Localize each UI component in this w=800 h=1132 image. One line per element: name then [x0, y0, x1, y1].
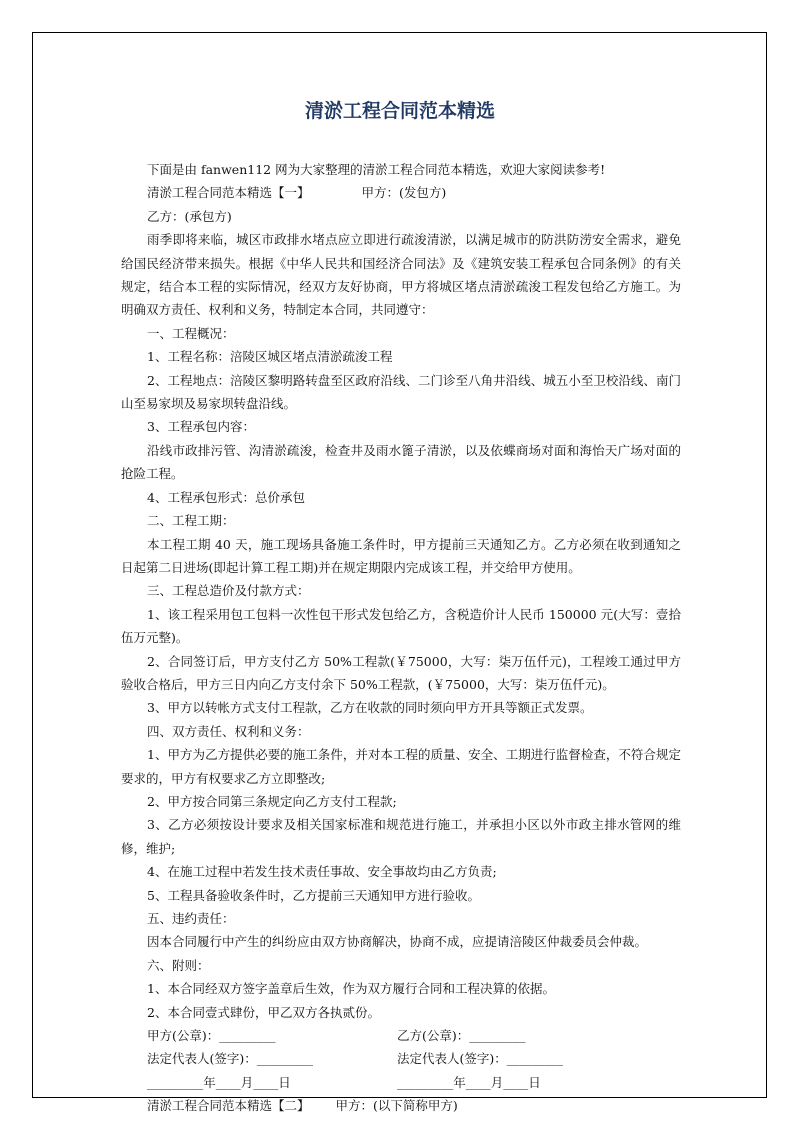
- party-b-label: 乙方：(承包方): [147, 208, 232, 224]
- document-body: [121, 158, 681, 1118]
- contract2-heading: 清淤工程合同范本精选【二】: [147, 1098, 310, 1114]
- clause-1-3: 3、工程承包内容：: [147, 419, 255, 435]
- clause-6-1: 1、本合同经双方签字盖章后生效，作为双方履行合同和工程决算的依据。: [147, 981, 555, 997]
- party-a-label: 甲方：(发包方): [361, 185, 447, 201]
- clause-3-2: 2、合同签订后，甲方支付乙方 50%工程款(￥75000，大写：柒万伍仟元)，工程竣工通过甲方验收合格后，甲方三日内向乙方支付余下 50%工程款，(￥75000，大写：柒万伍仟元)。: [121, 653, 681, 692]
- signature-seal-row: [121, 1024, 681, 1047]
- clause-3-1: 1、该工程采用包工包料一次性包干形式发包给乙方，含税造价计人民币 150000 元(大写：壹拾伍万元整)。: [121, 606, 681, 646]
- party-b-seal: 乙方(公章)：_________: [397, 1028, 526, 1044]
- section-2-heading: 二、工程工期：: [147, 513, 235, 529]
- contract1-heading: 清淤工程合同范本精选【一】: [147, 185, 310, 201]
- intro-paragraph: 下面是由 fanwen112 网为大家整理的清淤工程合同范本精选，欢迎大家阅读参考!: [147, 162, 606, 177]
- document-title: 清淤工程合同范本精选: [304, 100, 495, 122]
- clause-2-text: 本工程工期 40 天，施工现场具备施工条件时，甲方提前三天通知乙方。乙方必须在收到通知之日起第二日进场(即起计算工程工期)并在规定期限内完成该工程，并交给甲方使用。: [121, 536, 681, 575]
- clause-4-5: 5、工程具备验收条件时，乙方提前三天通知甲方进行验收。: [147, 887, 480, 903]
- clause-5-text: 因本合同履行中产生的纠纷应由双方协商解决，协商不成，应提请涪陵区仲裁委员会仲裁。: [147, 934, 648, 950]
- clause-4-4: 4、在施工过程中若发生技术责任事故、安全事故均由乙方负责;: [147, 864, 497, 880]
- section-4-heading: 四、双方责任、权利和义务：: [147, 723, 310, 739]
- clause-3-3: 3、甲方以转帐方式支付工程款，乙方在收款的同时须向甲方开具等额正式发票。: [147, 700, 593, 716]
- party-b-date: _________年____月____日: [397, 1074, 541, 1090]
- contract2-party-a: 甲方：(以下简称甲方): [335, 1098, 458, 1114]
- party-a-date: _________年____月____日: [147, 1074, 291, 1090]
- clause-1-4: 4、工程承包形式：总价承包: [147, 489, 305, 505]
- section-5-heading: 五、违约责任：: [147, 911, 235, 926]
- section-3-heading: 三、工程总造价及付款方式：: [147, 583, 310, 599]
- clause-4-1: 1、甲方为乙方提供必要的施工条件，并对本工程的质量、安全、工期进行监督检查，不符合规定要求的，甲方有权要求乙方立即整改;: [121, 747, 681, 786]
- clause-1-2: 2、工程地点：涪陵区黎明路转盘至区政府沿线、二门诊至八角井沿线、城五小至卫校沿线、南门山至易家坝及易家坝转盘沿线。: [121, 372, 681, 412]
- clause-1-1: 1、工程名称：涪陵区城区堵点清淤疏浚工程: [147, 349, 393, 365]
- party-a-seal: 甲方(公章)：_________: [147, 1028, 276, 1044]
- clause-4-2: 2、甲方按合同第三条规定向乙方支付工程款;: [147, 793, 397, 809]
- contract2-heading-line: [121, 1094, 681, 1117]
- party-a-representative: 法定代表人(签字)：_________: [147, 1051, 314, 1067]
- clause-4-3: 3、乙方必须按设计要求及相关国家标准和规范进行施工，并承担小区以外市政主排水管网的维修，维护;: [121, 817, 681, 856]
- signature-rep-row: [121, 1047, 681, 1070]
- contract1-heading-line: [121, 181, 681, 204]
- preamble-paragraph: 雨季即将来临，城区市政排水堵点应立即进行疏浚清淤，以满足城市的防洪防涝安全需求，避免给国民经济带来损失。根据《中华人民共和国经济合同法》及《建筑安装工程承包合同条例》的有关规定，结合本工程的实际情况，经双方友好协商，甲方将城区堵点清淤疏浚工程发包给乙方施工。为明确双方责任、权利和义务，特制定本合同，共同遵守：: [121, 232, 681, 318]
- party-b-representative: 法定代表人(签字)：_________: [397, 1051, 564, 1067]
- clause-6-2: 2、本合同壹式肆份，甲乙双方各执贰份。: [147, 1004, 380, 1020]
- section-6-heading: 六、附则：: [147, 957, 210, 973]
- section-1-heading: 一、工程概况：: [147, 325, 235, 341]
- signature-date-row: [121, 1071, 681, 1094]
- clause-1-3-text: 沿线市政排污管、沟清淤疏浚，检查井及雨水篦子清淤，以及依蝶商场对面和海怡天广场对面的抢险工程。: [121, 442, 681, 482]
